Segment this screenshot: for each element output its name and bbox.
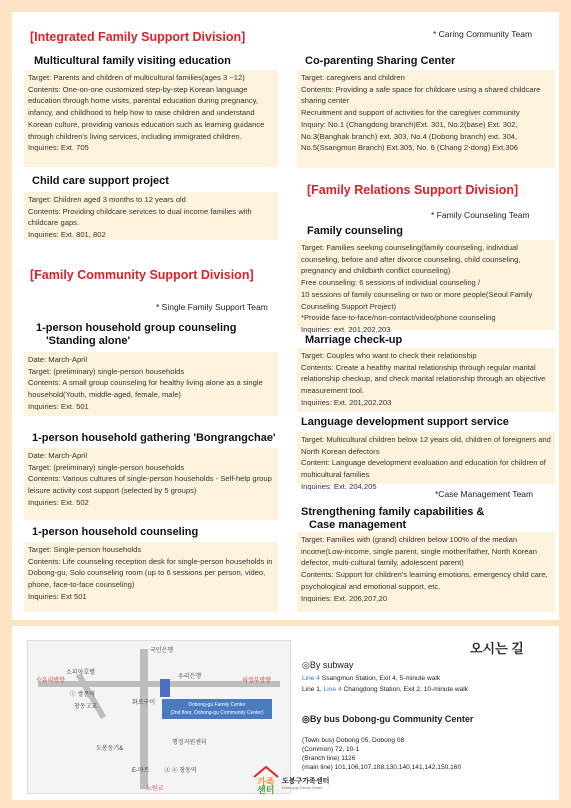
coparenting-contents: Contents: Providing a safe space for childcare using a shared childcare sharing center <box>301 84 541 106</box>
strength-subtitle: Case management <box>309 519 407 531</box>
center-floor: (2nd floor, Dobong-gu Community Center) <box>170 710 264 716</box>
subway-2-pre: Line 1, <box>302 686 324 693</box>
map-label-nowon: 노원교 <box>146 786 164 792</box>
solo-counseling-title: 1-person household counseling <box>32 526 199 538</box>
group-contents: Contents: A small group counseling for healthy living alone as a single household(Youth, middle-aged, female, male) <box>28 378 263 400</box>
map-label-changdong-school: 창동고교 <box>74 704 98 710</box>
subway-1-line: Line 4 <box>302 675 320 682</box>
map-label-uijeongbu: 의정부방향 <box>242 678 271 684</box>
group-target: Target: (preliminary) single-person households <box>28 366 185 376</box>
group-date: Date: March-April <box>28 355 88 364</box>
language-target: Target: Multicultural children below 12 years old, children of foreigners and North Korean defectors <box>301 435 551 456</box>
subway-2-line: Line 4 <box>323 686 342 693</box>
map-label-dobong-market: 도봉동기& <box>96 746 124 752</box>
gathering-target: Target: (preliminary) single-person households <box>28 462 185 472</box>
center-logo <box>252 764 280 799</box>
marriage-box <box>297 348 555 412</box>
coparenting-target: Target: caregivers and children <box>301 73 405 82</box>
childcare-target: Target: Children aged 3 months to 12 years old <box>28 195 186 204</box>
childcare-inquiry: Inquiries: Ext. 801, 802 <box>28 230 106 240</box>
family-counseling-title: Family counseling <box>307 225 403 237</box>
family-provide: *Provide face-to-face/non-contact/video/phone counseling <box>301 313 496 323</box>
map-label-woori: 우리은행 <box>178 674 202 680</box>
marriage-target: Target: Couples who want to check their relationship <box>301 351 477 360</box>
family-inquiry: Inquiries: ext. 201,202,203 <box>301 324 391 334</box>
map-label-changdong-station: ③ ④ 창동역 <box>164 768 197 774</box>
case-management-team: *Case Management Team <box>435 489 534 499</box>
language-inquiry: Inquiries: Ext. 204,205 <box>301 481 377 491</box>
center-logo-name: 도봉구가족센터 <box>282 778 330 785</box>
gathering-date: Date: March-April <box>28 451 88 460</box>
integrated-division-title: [Integrated Family Support Division] <box>30 30 246 44</box>
family-counseling-box <box>297 240 555 334</box>
family-counseling-team: * Family Counseling Team <box>431 210 530 220</box>
subway-route-1 <box>302 674 440 683</box>
logo-mark-2: 센터 <box>257 786 275 796</box>
gathering-box <box>24 448 278 520</box>
house-logo-icon <box>252 764 280 794</box>
strength-title: Strengthening family capabilities & <box>301 506 485 518</box>
multicultural-inquiry: Inquiries: Ext. 705 <box>28 143 89 153</box>
strength-box <box>297 532 555 612</box>
bus-town: (Town bus) Dobong 05, Dobong 08 <box>302 737 405 744</box>
logo-mark-1: 가족 <box>257 778 275 788</box>
marriage-contents: Contents: Create a healthy marital relationship through regular marital relationship checkup, and check marital relationship through an objective measurement tool. <box>301 362 546 396</box>
caring-team: * Caring Community Team <box>433 29 533 39</box>
subway-route-2 <box>302 685 468 694</box>
center-name: Dobong-gu Family Center <box>188 702 246 708</box>
coparenting-box <box>297 70 555 168</box>
group-counseling-box <box>24 352 278 416</box>
gathering-inquiry: Inquiries: Ext. 502 <box>28 497 89 507</box>
coparenting-recruit: Recruitment and support of activities for the caregiver community <box>301 108 520 118</box>
family-free: Free counseling: 6 sessions of individual counseling / <box>301 278 480 288</box>
strength-inquiry: Inquiries: Ext. 206,207,20 <box>301 593 388 603</box>
multicultural-title: Multicultural family visiting education <box>34 55 231 67</box>
map-label-ssangmun: ① 쌍문역 <box>70 692 96 698</box>
multicultural-target: Target: Parents and children of multicultural families(ages 3 ~12) <box>28 73 245 82</box>
group-inquiry: Inquiries: Ext. 501 <box>28 401 89 411</box>
center-building-icon <box>160 679 170 697</box>
center-location-label <box>162 699 272 719</box>
marriage-title: Marriage check-up <box>305 334 403 346</box>
map-label-suyu: 수유리방향 <box>36 678 65 684</box>
coparenting-inquiry: Inquiry: No.1 (Changdong branch)Ext. 301, No.2(base) Ext. 302, No.3(Banghak branch) ext. 303, No.4 (Dobong branch) ext. 304, No.5(Ssangmun Branch) Ext.305, No. 6 (Chang 2-dong) Ext.306 <box>301 119 518 153</box>
map-label-dobong-office: 행정지원센터 <box>172 740 207 746</box>
solo-contents: Contents: Life counseling reception desk for single-person households in Dobong-gu, Solo counseling room (up to 6 sessions per person, video, phone, face-to-face counseling) <box>28 556 273 590</box>
gathering-title: 1-person household gathering 'Bongrangchae' <box>32 432 276 444</box>
strength-target: Target: Families with (grand) children below 100% of the median income(Low-income, single parent, single mother/father, North Korean defector, multi-cultural family, adolescent parent) <box>301 535 537 568</box>
info-panel <box>12 12 559 620</box>
map-label-kookmin: 국민은행 <box>150 648 174 654</box>
bus-main: (main line) 101,106,107,108,130,140,141,142,150,160 <box>302 764 462 771</box>
childcare-title: Child care support project <box>32 175 169 187</box>
multicultural-box <box>24 70 278 167</box>
multicultural-contents: Contents: One-on-one customized step-by-step Korean language education through home visits, parental education during pregnancy, infancy, and childhood to help how to raise children and understand Korean culture, providing various education such as learning guidance through children's living services, including immigrated children. <box>28 84 265 141</box>
subway-1-rest: Ssangmun Station, Exit 4, 5-minute walk <box>319 675 441 682</box>
coparenting-title: Co-parenting Sharing Center <box>305 55 456 67</box>
community-division-title: [Family Community Support Division] <box>30 268 254 282</box>
language-box <box>297 432 555 491</box>
marriage-inquiry: Inquiries: Ext. 201,202,203 <box>301 397 392 407</box>
gathering-contents: Contents: Various cultures of single-person households - Self-help group leisure activity cost support (selected by 5 groups) <box>28 474 272 496</box>
group-counseling-subtitle: 'Standing alone' <box>46 335 131 347</box>
bus-common: (Common) 72, 10-1 <box>302 746 360 753</box>
solo-counseling-box <box>24 542 278 612</box>
bus-branch: (Branch line) 1126 <box>302 755 356 762</box>
group-counseling-title: 1-person household group counseling <box>36 322 237 334</box>
single-family-team: * Single Family Support Team <box>156 302 268 312</box>
map-label-emart: E-마트 <box>132 768 150 774</box>
center-logo-sub: Dobong-gu Family Center <box>282 786 323 790</box>
language-title: Language development support service <box>301 416 509 428</box>
map-label-sofia: 소피아호텔 <box>66 670 95 676</box>
strength-contents: Contents: Support for children's learning emotions, emergency child care, psychological and emotional support, etc. <box>301 570 548 591</box>
family-sessions: 10 sessions of family counseling or two or more people(Seoul Family Counseling Support Project) <box>301 289 533 311</box>
directions-panel <box>12 626 559 800</box>
solo-target: Target: Single-person households <box>28 545 142 554</box>
solo-inquiry: Inquiries: Ext 501 <box>28 591 87 601</box>
childcare-contents: Contents: Providing childcare services to dual income families with childcare gaps. <box>28 206 252 228</box>
language-content: Content: Language development evaluation and education for children of multicultural families <box>301 458 546 480</box>
subway-2-rest: Changdong Station, Exit 2, 10-minute walk <box>341 686 469 693</box>
childcare-box <box>24 192 278 240</box>
relations-division-title: [Family Relations Support Division] <box>307 183 519 197</box>
bus-title: ◎By bus Dobong-gu Community Center <box>302 714 474 724</box>
family-target: Target: Families seeking counseling(family counseling, individual counseling, before and after divorce counseling, child counseling, pregnancy and childbirth conflict counseling) <box>301 243 521 276</box>
map-label-hwarang: 화로구이 <box>132 700 156 706</box>
directions-title: 오시는 길 <box>470 641 524 656</box>
subway-title: ◎By subway <box>302 660 354 670</box>
